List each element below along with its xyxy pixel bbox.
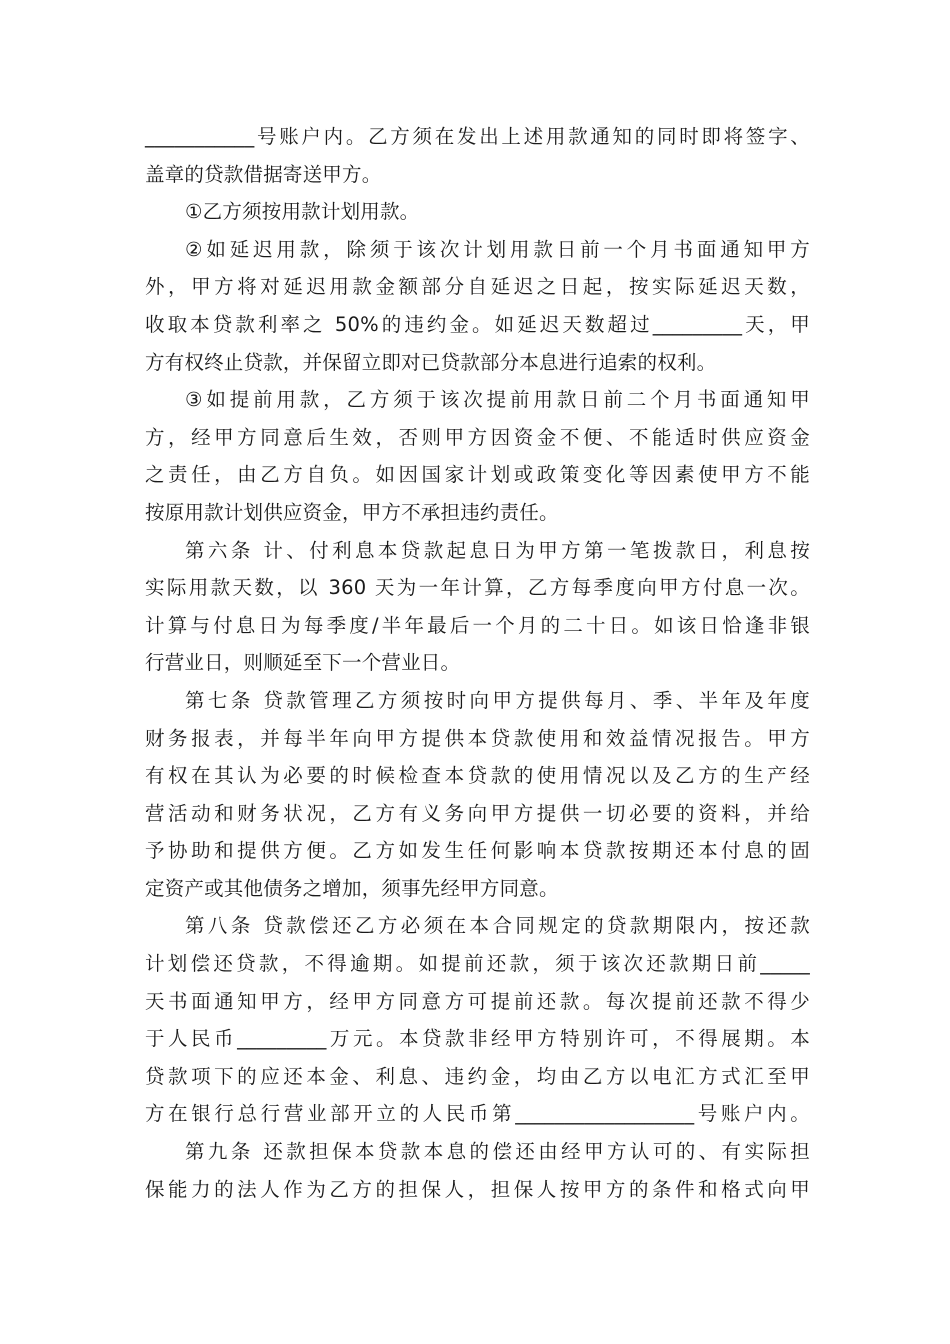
text-line: 收取本贷款利率之 50%的违约金。如延迟天数超过_________天，甲 xyxy=(145,312,810,336)
text-line: 予协助和提供方便。乙方如发生任何影响本贷款按期还本付息的固 xyxy=(145,839,810,863)
text-line: 财务报表，并每半年向甲方提供本贷款使用和效益情况报告。甲方 xyxy=(145,726,810,750)
text-line: ①乙方须按用款计划用款。 xyxy=(185,200,420,224)
text-line: 计划偿还贷款，不得逾期。如提前还款，须于该次还款期日前_____ xyxy=(145,952,810,976)
text-line: ②如延迟用款，除须于该次计划用款日前一个月书面通知甲方 xyxy=(185,237,810,261)
text-line: 之责任，由乙方自负。如因国家计划或政策变化等因素使甲方不能 xyxy=(145,463,810,487)
text-line: 贷款项下的应还本金、利息、违约金，均由乙方以电汇方式汇至甲 xyxy=(145,1064,810,1088)
text-line: 方，经甲方同意后生效，否则甲方因资金不便、不能适时供应资金 xyxy=(145,425,810,449)
text-line: ___________号账户内。乙方须在发出上述用款通知的同时即将签字、 xyxy=(145,125,810,148)
text-line: 定资产或其他债务之增加，须事先经甲方同意。 xyxy=(145,876,559,900)
text-line: 方有权终止贷款，并保留立即对已贷款部分本息进行追索的权利。 xyxy=(145,350,717,374)
text-line: 计算与付息日为每季度/半年最后一个月的二十日。如该日恰逢非银 xyxy=(145,613,810,637)
text-line: 营活动和财务状况，乙方有义务向甲方提供一切必要的资料，并给 xyxy=(145,801,810,825)
text-line: 外，甲方将对延迟用款金额部分自延迟之日起，按实际延迟天数， xyxy=(145,275,810,299)
text-line: 实际用款天数，以 360 天为一年计算，乙方每季度向甲方付息一次。 xyxy=(145,576,810,600)
text-line: 于人民币_________万元。本贷款非经甲方特别许可，不得展期。本 xyxy=(145,1027,810,1051)
text-line: 第七条 贷款管理乙方须按时向甲方提供每月、季、半年及年度 xyxy=(185,688,810,712)
text-line: 有权在其认为必要的时候检查本贷款的使用情况以及乙方的生产经 xyxy=(145,764,810,788)
text-line: 天书面通知甲方，经甲方同意方可提前还款。每次提前还款不得少 xyxy=(145,989,810,1013)
text-line: ③如提前用款，乙方须于该次提前用款日前二个月书面通知甲 xyxy=(185,388,810,412)
text-line: 行营业日，则顺延至下一个营业日。 xyxy=(145,651,461,675)
text-line: 盖章的贷款借据寄送甲方。 xyxy=(145,162,382,186)
text-line: 按原用款计划供应资金，甲方不承担违约责任。 xyxy=(145,500,559,524)
text-line: 第八条 贷款偿还乙方必须在本合同规定的贷款期限内，按还款 xyxy=(185,914,810,938)
text-line: 第六条 计、付利息本贷款起息日为甲方第一笔拨款日，利息按 xyxy=(185,538,810,562)
text-line: 方在银行总行营业部开立的人民币第__________________号账户内。 xyxy=(145,1102,810,1126)
text-line: 保能力的法人作为乙方的担保人，担保人按甲方的条件和格式向甲 xyxy=(145,1177,810,1201)
document-body xyxy=(145,118,810,1208)
text-line: 第九条 还款担保本贷款本息的偿还由经甲方认可的、有实际担 xyxy=(185,1140,810,1164)
